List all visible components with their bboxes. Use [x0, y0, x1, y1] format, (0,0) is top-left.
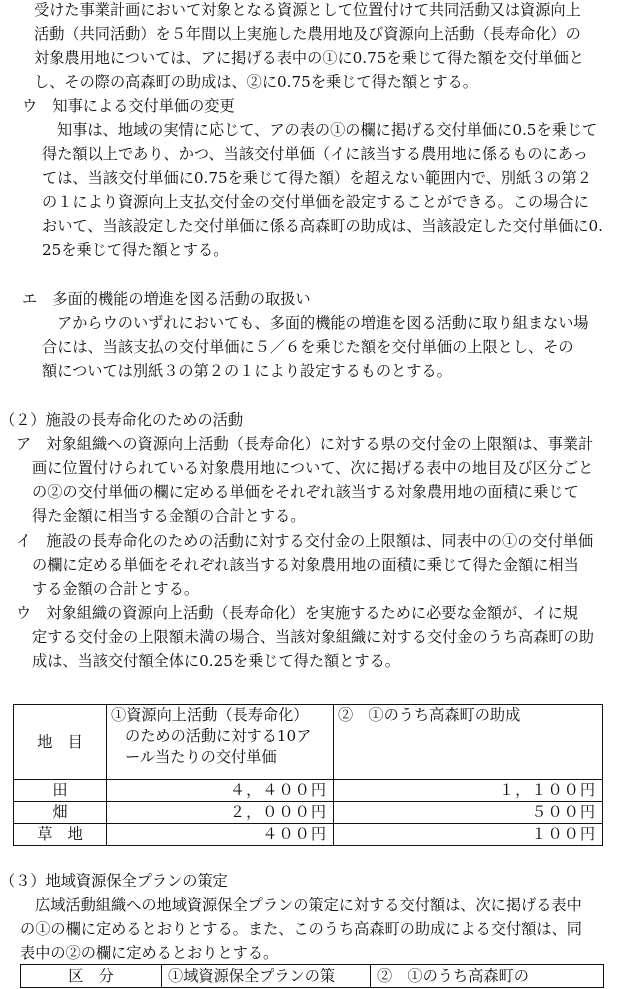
text-line: 知事は、地域の実情に応じて、アの表の①の欄に掲げる交付単価に0.5を乗じて [57, 121, 598, 139]
cell-unit-price: ２，０００円 [107, 802, 334, 824]
header-cell-plan: ①域資源保全プランの策 [162, 965, 371, 988]
cell-unit-price: ４００円 [107, 824, 334, 846]
text-line: イ 施設の長寿命化のための活動に対する交付金の上限額は、同表中の①の交付単価 [16, 532, 594, 550]
text-line: 受けた事業計画において対象となる資源として位置付けて共同活動又は資源向上 [34, 1, 581, 19]
header-cell-unit-price [107, 705, 334, 780]
text-line: ては、当該交付単価に0.75を乗じて得た額）を超えない範囲内で、別紙３の第２ [42, 169, 592, 187]
row-label: 草 地 [14, 824, 107, 846]
header-cell-town-subsidy: ② ①のうち高森町の [371, 965, 604, 988]
table-header-row [21, 965, 604, 988]
text-line: 成は、当該交付額全体に0.25を乗じて得た額とする。 [32, 652, 400, 670]
section-heading: ウ 知事による交付単価の変更 [22, 97, 235, 115]
text-line: し、その際の高森町の助成は、②に0.75を乗じて得た額とする。 [34, 73, 478, 91]
row-label: 田 [14, 780, 107, 802]
text-line: 25を乗じて得た額とする。 [42, 241, 229, 259]
section-heading: （３）地域資源保全プランの策定 [0, 872, 228, 890]
cell-town-subsidy: ５００円 [334, 802, 603, 824]
text-line: アからウのいずれにおいても、多面的機能の増進を図る活動に取り組まない場 [57, 314, 589, 332]
header-line: ール当たりの交付単価 [125, 748, 277, 766]
header-cell-town-subsidy: ② ①のうち高森町の助成 [334, 705, 603, 780]
text-line: する金額の合計とする。 [32, 580, 200, 598]
text-line: 画に位置付けられている対象農用地について、次に掲げる表中の地目及び区分ごと [32, 459, 594, 477]
text-line: 得た額以上であり、かつ、当該交付単価（イに該当する農用地に係るものにあっ [42, 145, 588, 163]
plan-table [20, 964, 604, 988]
table-row [14, 824, 603, 846]
text-line: の①の欄に定めるとおりとする。また、このうち高森町の助成による交付額は、同 [20, 920, 582, 938]
text-line: の１により資源向上支払交付金の交付単価を設定することができる。この場合に [42, 193, 589, 211]
header-line: ①資源向上活動（長寿命化） [111, 706, 309, 724]
text-line: 得た金額に相当する金額の合計とする。 [32, 507, 306, 525]
text-line: の欄に定める単価をそれぞれ該当する対象農用地の面積に乗じて得た金額に相当 [32, 556, 579, 574]
header-cell-land: 地 目 [14, 705, 107, 780]
section-heading: エ 多面的機能の増進を図る活動の取扱い [22, 290, 311, 308]
text-line: 表中の②の欄に定めるとおりとする。 [20, 944, 279, 962]
text-line: 合には、当該支払の交付単価に５／６を乗じた額を交付単価の上限とし、その [42, 338, 574, 356]
table-row [14, 802, 603, 824]
text-line: 額については別紙３の第２の１により設定するものとする。 [42, 362, 452, 380]
cell-unit-price: ４，４００円 [107, 780, 334, 802]
subsidy-table [13, 704, 603, 846]
text-line: 対象農用地については、アに掲げる表中の①に0.75を乗じて得た額を交付単価と [34, 49, 584, 67]
text-line: 広域活動組織への地域資源保全プランの策定に対する交付額は、次に掲げる表中 [35, 896, 582, 914]
text-line: おいて、当該設定した交付単価に係る高森町の助成は、当該設定した交付単価に0. [42, 217, 603, 235]
text-line: 活動（共同活動）を５年間以上実施した農用地及び資源向上活動（長寿命化）の [34, 25, 581, 43]
table-header-row [14, 705, 603, 780]
text-line: 定する交付金の上限額未満の場合、当該対象組織に対する交付金のうち高森町の助 [32, 628, 594, 646]
header-line: のための活動に対する10ア [125, 727, 312, 745]
section-heading: （２）施設の長寿命化のための活動 [0, 411, 243, 429]
text-line: ウ 対象組織の資源向上活動（長寿命化）を実施するために必要な金額が、イに規 [16, 604, 578, 622]
cell-town-subsidy: １，１００円 [334, 780, 603, 802]
text-line: ア 対象組織への資源向上活動（長寿命化）に対する県の交付金の上限額は、事業計 [16, 435, 594, 453]
text-line: の②の交付単価の欄に定める単価をそれぞれ該当する対象農用地の面積に乗じて [32, 483, 579, 501]
cell-town-subsidy: １００円 [334, 824, 603, 846]
table-row [14, 780, 603, 802]
header-cell-category: 区 分 [21, 965, 162, 988]
row-label: 畑 [14, 802, 107, 824]
